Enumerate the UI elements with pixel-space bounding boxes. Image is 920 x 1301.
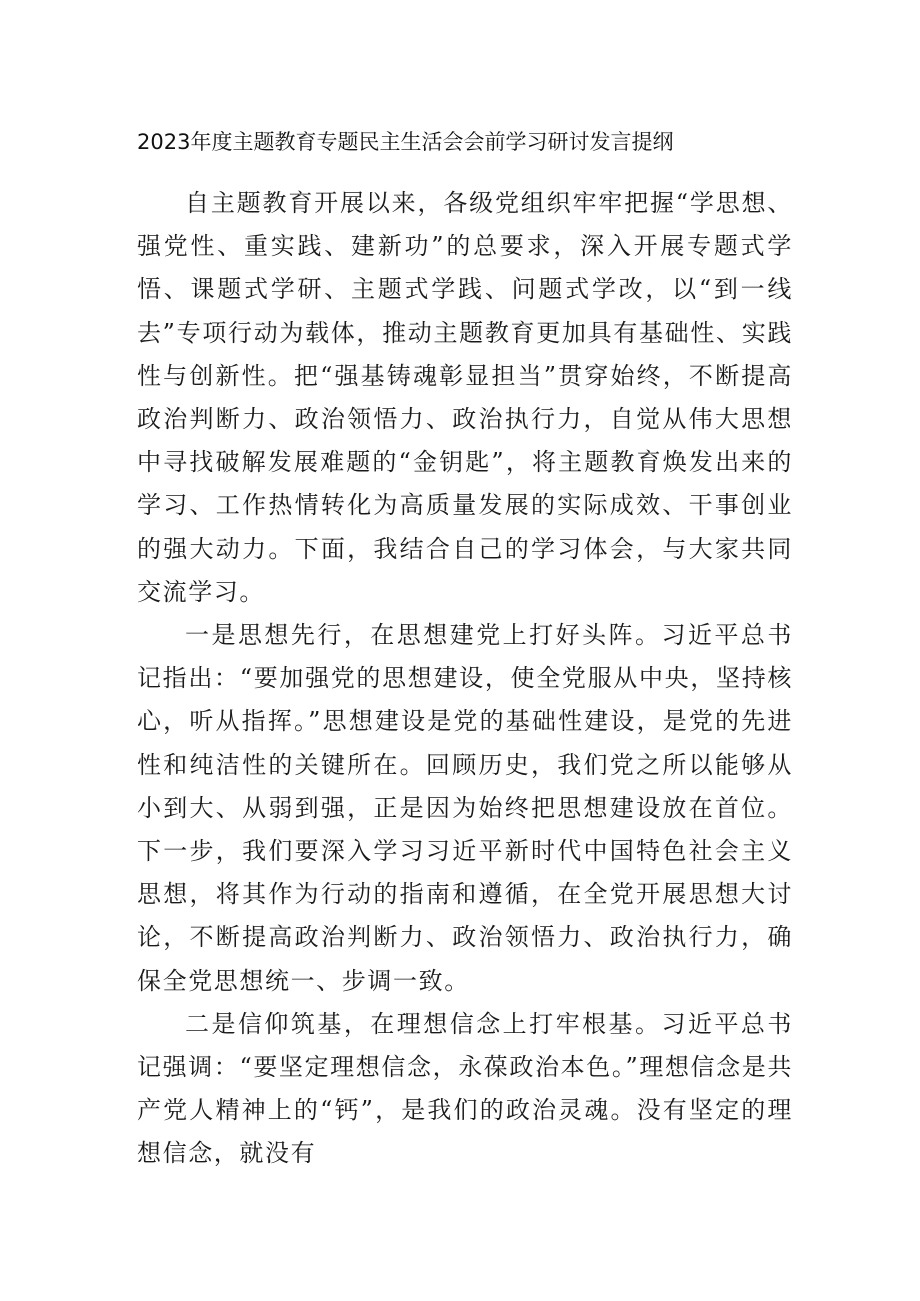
document-title: 2023年度主题教育专题民主生活会会前学习研讨发言提纲 bbox=[137, 130, 674, 154]
paragraph-section-two: 二是信仰筑基，在理想信念上打牢根基。习近平总书记强调：“要坚定理想信念，永葆政治本色。”理想信念是共产党人精神上的“钙”，是我们的政治灵魂。没有坚定的理想信念，就没有 bbox=[137, 1009, 793, 1168]
paragraph-section-one: 一是思想先行，在思想建党上打好头阵。习近平总书记指出：“要加强党的思想建设，使全党服从中央，坚持核心，听从指挥。”思想建设是党的基础性建设，是党的先进性和纯洁性的关键所在。回顾历史，我们党之所以能够从小到大、从弱到强，正是因为始终把思想建设放在首位。下一步，我们要深入学习习近平新时代中国特色社会主义思想，将其作为行动的指南和遵循，在全党开展思想大讨论，不断提高政治判断力、政治领悟力、政治执行力，确保全党思想统一、步调一致。 bbox=[137, 621, 793, 995]
paragraph-intro: 自主题教育开展以来，各级党组织牢牢把握“学思想、强党性、重实践、建新功”的总要求，深入开展专题式学悟、课题式学研、主题式学践、问题式学改，以“到一线去”专项行动为载体，推动主题教育更加具有基础性、实践性与创新性。把“强基铸魂彰显担当”贯穿始终，不断提高政治判断力、政治领悟力、政治执行力，自觉从伟大思想中寻找破解发展难题的“金钥匙”，将主题教育焕发出来的学习、工作热情转化为高质量发展的实际成效、干事创业的强大动力。下面，我结合自己的学习体会，与大家共同交流学习。 bbox=[137, 189, 793, 606]
document-body bbox=[137, 182, 793, 1176]
